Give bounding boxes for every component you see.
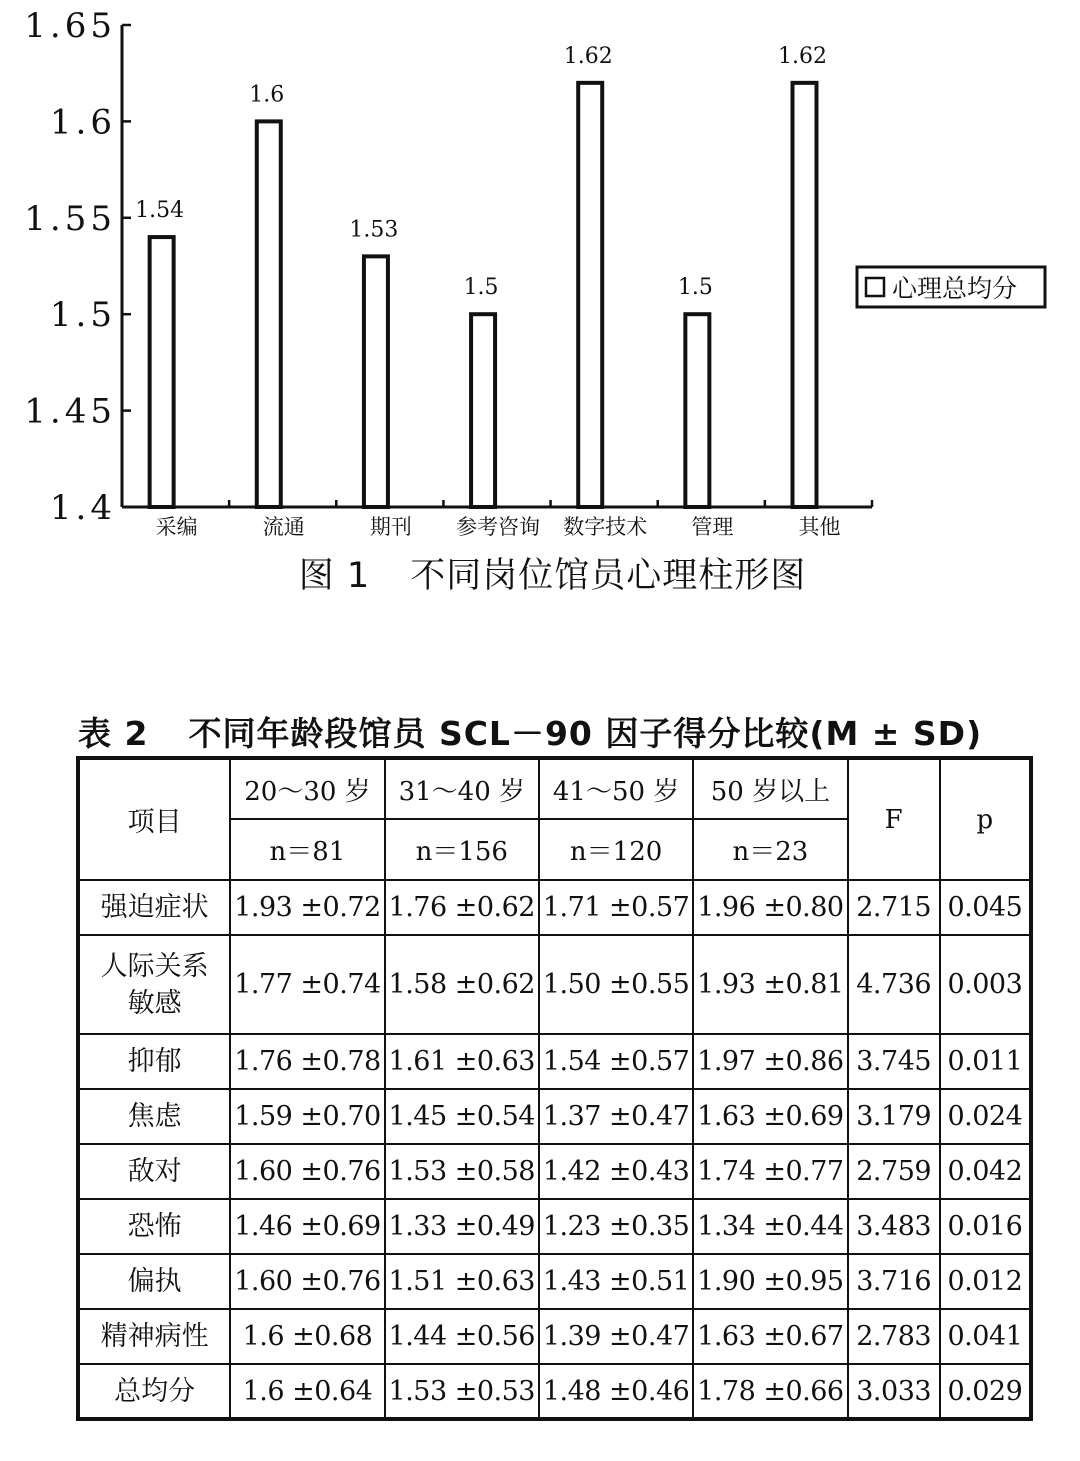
header-item: 项目 [78,758,230,880]
table-caption: 不同年龄段馆员 SCL－90 因子得分比较(M ± SD) [188,714,983,753]
y-tick-label: 1.6 [49,102,116,143]
mean-sd-cell: 1.53 ±0.58 [385,1144,539,1199]
mean-sd-cell: 1.74 ±0.77 [693,1144,847,1199]
mean-sd-cell: 1.34 ±0.44 [693,1199,847,1254]
y-tick-label: 1.4 [49,488,116,528]
p-value-cell: 0.011 [940,1034,1031,1089]
figure-number: 图 1 [298,556,371,596]
row-label-line: 敏感 [127,987,182,1019]
row-label-line: 强迫症状 [100,892,209,923]
legend-label: 心理总均分 [892,274,1018,303]
mean-sd-cell: 1.60 ±0.76 [230,1254,384,1309]
data-label: 1.5 [677,275,713,301]
bar [364,256,388,507]
x-tick-label: 流通 [262,515,305,539]
p-value-cell: 0.042 [940,1144,1031,1199]
x-tick-label: 数字技术 [563,515,648,539]
mean-sd-cell: 1.39 ±0.47 [539,1309,693,1364]
data-label: 1.53 [349,217,399,243]
f-value-cell: 3.179 [848,1089,940,1144]
header-f: F [848,758,940,880]
row-label [78,1254,230,1309]
header-sample-size: n＝120 [539,819,693,880]
mean-sd-cell: 1.51 ±0.63 [385,1254,539,1309]
mean-sd-cell: 1.43 ±0.51 [539,1254,693,1309]
table-number: 表 2 [78,714,149,753]
p-value-cell: 0.024 [940,1089,1031,1144]
header-age-group: 20～30 岁 [230,758,384,819]
row-label-line: 敌对 [127,1156,182,1187]
table-row [78,1309,1031,1364]
data-label: 1.62 [778,43,827,69]
table-header-row-1 [78,758,1031,819]
row-label [78,1144,230,1199]
f-value-cell: 2.759 [848,1144,940,1199]
f-value-cell: 4.736 [848,935,940,1034]
data-label: 1.6 [249,82,285,108]
row-label-line: 焦虑 [127,1101,182,1132]
mean-sd-cell: 1.54 ±0.57 [539,1034,693,1089]
row-label [78,1364,230,1419]
mean-sd-cell: 1.90 ±0.95 [693,1254,847,1309]
p-value-cell: 0.029 [940,1364,1031,1419]
mean-sd-cell: 1.63 ±0.69 [693,1089,847,1144]
p-value-cell: 0.012 [940,1254,1031,1309]
y-tick-label: 1.5 [49,295,116,336]
bar [471,314,495,507]
f-value-cell: 3.716 [848,1254,940,1309]
row-label [78,935,230,1034]
header-sample-size: n＝81 [230,819,384,880]
table-row [78,935,1031,1034]
x-tick-label: 其他 [798,515,841,539]
row-label-line: 恐怖 [127,1211,182,1242]
mean-sd-cell: 1.76 ±0.78 [230,1034,384,1089]
f-value-cell: 3.033 [848,1364,940,1419]
bar [257,121,281,507]
row-label [78,1199,230,1254]
x-tick-label: 参考咨询 [456,515,541,539]
header-age-group: 31～40 岁 [385,758,539,819]
data-label: 1.62 [563,43,613,69]
bar [578,83,602,507]
y-tick-label: 1.65 [24,6,116,46]
row-label [78,1089,230,1144]
mean-sd-cell: 1.77 ±0.74 [230,935,384,1034]
row-label-line: 偏执 [127,1266,182,1297]
mean-sd-cell: 1.58 ±0.62 [385,935,539,1034]
scl90-table [76,756,1033,1421]
table-row [78,1144,1031,1199]
mean-sd-cell: 1.48 ±0.46 [539,1364,693,1419]
bar [793,83,817,507]
table-row [78,1199,1031,1254]
bar [150,237,174,507]
mean-sd-cell: 1.78 ±0.66 [693,1364,847,1419]
f-value-cell: 2.783 [848,1309,940,1364]
row-label-line: 抑郁 [127,1046,182,1077]
mean-sd-cell: 1.96 ±0.80 [693,880,847,935]
x-tick-label: 管理 [691,515,734,539]
p-value-cell: 0.045 [940,880,1031,935]
header-p: p [940,758,1031,880]
mean-sd-cell: 1.76 ±0.62 [385,880,539,935]
table-body [78,880,1031,1419]
p-value-cell: 0.016 [940,1199,1031,1254]
header-sample-size: n＝156 [385,819,539,880]
mean-sd-cell: 1.50 ±0.55 [539,935,693,1034]
mean-sd-cell: 1.59 ±0.70 [230,1089,384,1144]
mean-sd-cell: 1.23 ±0.35 [539,1199,693,1254]
bar-chart [0,0,1080,545]
mean-sd-cell: 1.97 ±0.86 [693,1034,847,1089]
data-label: 1.5 [463,275,499,301]
x-tick-label: 采编 [155,515,198,539]
table-row [78,1364,1031,1419]
mean-sd-cell: 1.6 ±0.64 [230,1364,384,1419]
p-value-cell: 0.041 [940,1309,1031,1364]
mean-sd-cell: 1.44 ±0.56 [385,1309,539,1364]
mean-sd-cell: 1.93 ±0.81 [693,935,847,1034]
header-age-group: 41～50 岁 [539,758,693,819]
table-row [78,880,1031,935]
header-sample-size: n＝23 [693,819,847,880]
row-label-line: 总均分 [114,1375,196,1407]
bar [685,314,709,507]
mean-sd-cell: 1.60 ±0.76 [230,1144,384,1199]
header-age-group: 50 岁以上 [693,758,847,819]
mean-sd-cell: 1.63 ±0.67 [693,1309,847,1364]
row-label-line: 人际关系 [100,950,209,982]
row-label [78,1034,230,1089]
data-label: 1.54 [135,198,185,224]
row-label [78,880,230,935]
p-value-cell: 0.003 [940,935,1031,1034]
mean-sd-cell: 1.6 ±0.68 [230,1309,384,1364]
figure-caption-text: 不同岗位馆员心理柱形图 [410,556,807,596]
mean-sd-cell: 1.61 ±0.63 [385,1034,539,1089]
legend-swatch [866,278,884,296]
x-tick-label: 期刊 [369,515,412,539]
table-row [78,1089,1031,1144]
y-tick-label: 1.55 [24,198,116,239]
f-value-cell: 3.745 [848,1034,940,1089]
mean-sd-cell: 1.53 ±0.53 [385,1364,539,1419]
mean-sd-cell: 1.46 ±0.69 [230,1199,384,1254]
row-label [78,1309,230,1364]
f-value-cell: 3.483 [848,1199,940,1254]
y-tick-label: 1.45 [24,391,116,432]
table-row [78,1254,1031,1309]
figure-caption [0,548,1080,598]
mean-sd-cell: 1.71 ±0.57 [539,880,693,935]
mean-sd-cell: 1.37 ±0.47 [539,1089,693,1144]
mean-sd-cell: 1.45 ±0.54 [385,1089,539,1144]
table-row [78,1034,1031,1089]
table-title [78,708,1038,755]
row-label-line: 精神病性 [100,1321,209,1352]
f-value-cell: 2.715 [848,880,940,935]
mean-sd-cell: 1.33 ±0.49 [385,1199,539,1254]
mean-sd-cell: 1.93 ±0.72 [230,880,384,935]
mean-sd-cell: 1.42 ±0.43 [539,1144,693,1199]
